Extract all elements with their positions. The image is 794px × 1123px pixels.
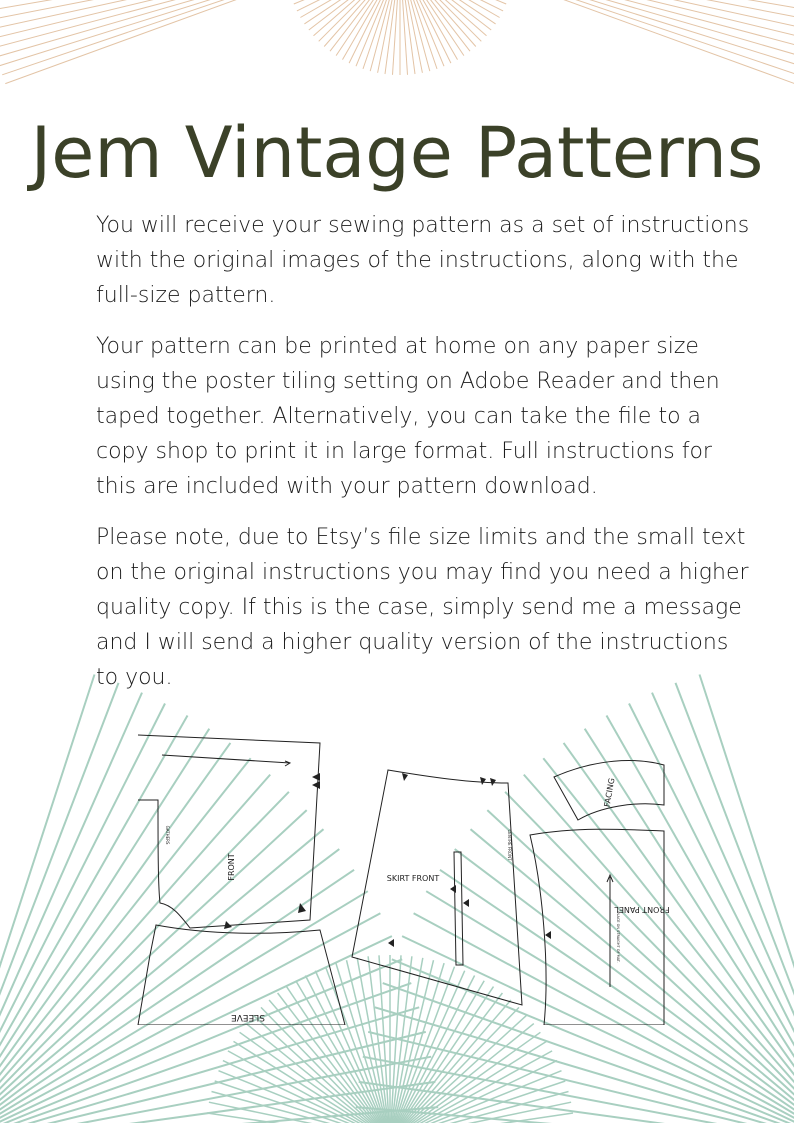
label-front: FRONT [227,853,236,881]
ray [5,0,315,84]
label-sleeve: SLEEVE [231,1012,265,1022]
ray [0,0,312,39]
page-title: Jem Vintage Patterns [30,112,764,194]
ray [359,1082,794,1123]
pattern-piece-sleeve [138,925,345,1025]
ray [324,0,400,47]
pattern-pieces-illustration [130,725,670,1025]
label-centre-front: CENTRE FRONT [507,829,512,861]
top-center-rays [289,0,511,75]
pattern-piece-front-panel [530,829,664,1025]
ray [400,0,476,47]
ray [489,0,794,2]
ray [485,0,794,84]
paragraph-printing: Your pattern can be printed at home on any paper size using the poster tiling setting on Adobe Reader and then taped together. Alternatively, you can take the file to a copy shop to print it in large format. Full instructions for this are included with your pattern download. [96,334,720,499]
ray [400,0,415,74]
ray [400,0,487,36]
top-right-rays [485,0,794,84]
label-front-panel: FRONT PANEL [614,905,670,914]
ray [2,0,315,75]
ray [485,0,794,75]
label-skirt-front: SKIRT FRONT [386,874,440,883]
ray [314,0,401,36]
ray [0,683,119,1123]
paragraph-delivery: You will receive your sewing pattern as a set of instructions with the original images of the instructions, along with the full-size pattern. [96,213,750,308]
ray [0,0,313,48]
ray [676,683,794,1123]
label-gathers: GATHERS [165,825,170,845]
label-place-on-fold: PLACE ON STRAIGHT OF MAT. [616,911,620,963]
top-left-rays [0,0,315,84]
pattern-piece-strip [454,852,463,965]
ray [487,0,794,57]
ray [0,0,311,11]
pattern-piece-skirt-front [352,770,522,1005]
ray [390,1041,547,1123]
ray [363,0,400,69]
paragraph-quality-note: Please note, due to Etsy’s file size limits and the small text on the original instructions you may find you need a higher quality copy. If this is the case, simply send me a message and I will send a higher quality version of the instructions to you. [96,525,749,690]
ray [489,0,794,11]
ray [400,0,437,69]
body-text [96,208,756,711]
ray [385,0,400,74]
label-facing: FACING [602,777,617,808]
